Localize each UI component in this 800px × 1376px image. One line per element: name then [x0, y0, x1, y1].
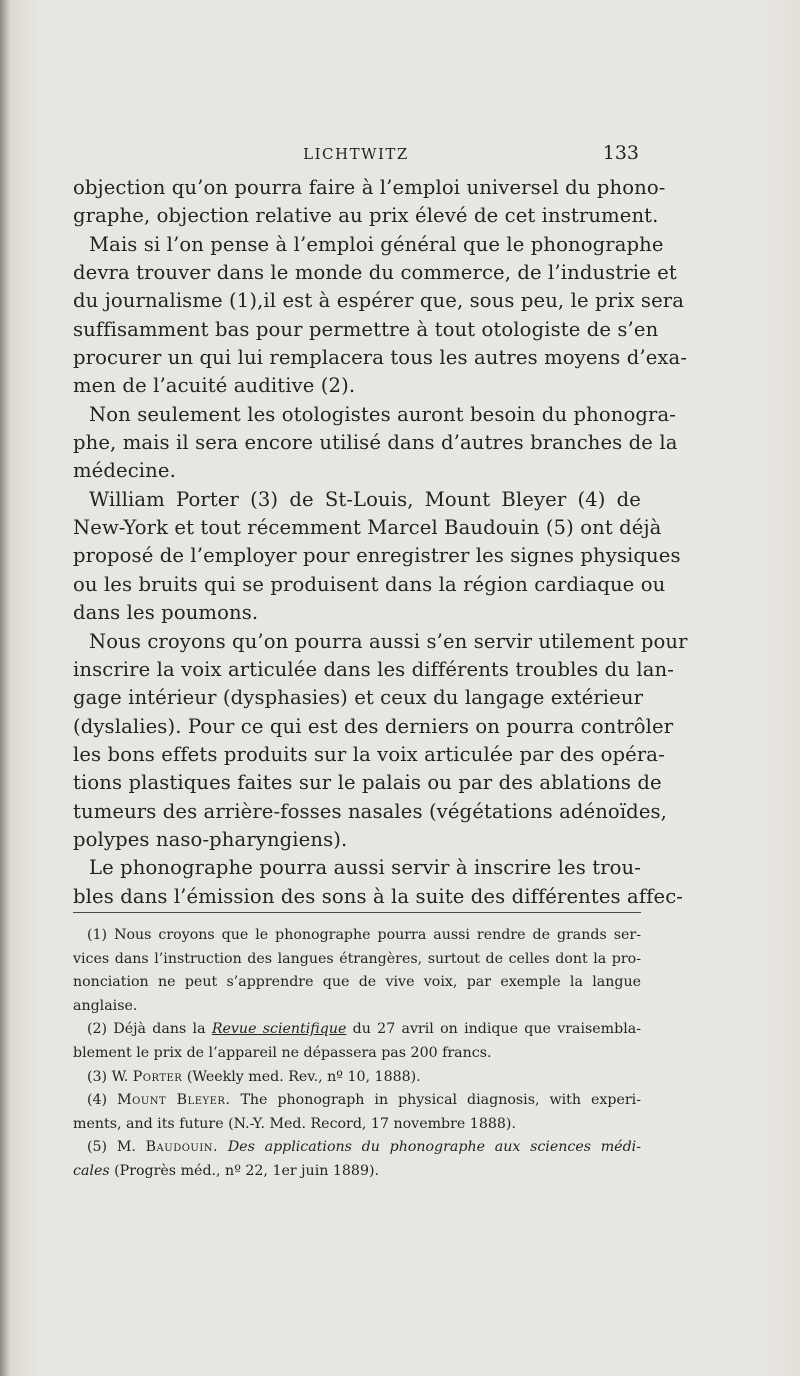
- footnote-rule: [73, 912, 641, 913]
- footnote-5: [73, 1136, 641, 1183]
- footnote-2: [73, 1018, 641, 1065]
- page-number: 133: [602, 142, 639, 164]
- footnote-line: [73, 1136, 641, 1160]
- body-line: proposé de l’employer pour enregistrer les signes physiques: [73, 544, 681, 568]
- footnote-text: (2) Déjà dans la: [87, 1021, 212, 1038]
- page-header: [73, 142, 639, 168]
- body-line: New-York et tout récemment Marcel Baudouin (5) ont déjà: [73, 516, 662, 540]
- body-line: inscrire la voix articulée dans les différents troubles du lan-: [73, 657, 674, 681]
- body-line: (dyslalies). Pour ce qui est des derniers on pourra contrôler: [73, 714, 674, 738]
- body-line: graphe, objection relative au prix élevé de cet instrument.: [73, 204, 659, 228]
- body-line: les bons effets produits sur la voix articulée par des opéra-: [73, 742, 665, 766]
- footnote-text: (4): [87, 1092, 118, 1109]
- body-line: Nous croyons qu’on pourra aussi s’en servir utilement pour: [89, 629, 688, 653]
- footnote-1: [73, 924, 641, 1018]
- footnote-line: [73, 1066, 641, 1090]
- body-line: dans les poumons.: [73, 601, 259, 625]
- body-line: gage intérieur (dysphasies) et ceux du langage extérieur: [73, 686, 644, 710]
- author-name: Baudouin.: [145, 1139, 219, 1156]
- footnote-text: du 27 avril on indique que vraisembla-: [346, 1021, 641, 1038]
- body-line: suffisamment bas pour permettre à tout otologiste de s’en: [73, 317, 659, 341]
- running-title: LICHTWITZ: [303, 145, 409, 163]
- body-line: objection qu’on pourra faire à l’emploi universel du phono-: [73, 176, 666, 199]
- footnote-line: (1) Nous croyons que le phonographe pourra aussi rendre de grands ser-: [87, 927, 641, 943]
- footnote-line: [73, 1018, 641, 1042]
- footnote-4: [73, 1089, 641, 1136]
- body-line: men de l’acuité auditive (2).: [73, 374, 356, 398]
- body-line: polypes naso-pharyngiens).: [73, 827, 348, 851]
- footnote-line: anglaise.: [73, 997, 138, 1014]
- body-line: ou les bruits qui se produisent dans la région cardiaque ou: [73, 572, 666, 596]
- footnote-3: [73, 1066, 641, 1090]
- body-line: médecine.: [73, 459, 176, 483]
- footnotes: [73, 924, 641, 1184]
- footnote-line: [73, 1160, 641, 1184]
- footnote-text: (Weekly med. Rev., nº 10, 1888).: [182, 1068, 421, 1085]
- body-line: tions plastiques faites sur le palais ou par des ablations de: [73, 771, 662, 795]
- book-spine-shadow: [0, 0, 10, 1376]
- footnote-line: vices dans l’instruction des langues étrangères, surtout de celles dont la pro-: [73, 950, 641, 967]
- body-line: bles dans l’émission des sons à la suite des différentes affec-: [73, 884, 684, 908]
- body-text: [73, 174, 688, 911]
- journal-title: Revue scientifique: [211, 1021, 347, 1038]
- work-title: cales: [73, 1162, 110, 1179]
- body-line: Le phonographe pourra aussi servir à inscrire les trou-: [89, 856, 641, 880]
- author-name: Porter: [132, 1068, 183, 1085]
- footnote-text: (5) M.: [87, 1139, 146, 1156]
- body-line: phe, mais il sera encore utilisé dans d’autres branches de la: [73, 431, 678, 455]
- footnote-line: nonciation ne peut s’apprendre que de vive voix, par exemple la langue: [73, 974, 641, 991]
- body-line: procurer un qui lui remplacera tous les autres moyens d’exa-: [73, 346, 688, 370]
- author-name: Mount Bleyer.: [117, 1092, 231, 1109]
- body-line: William Porter (3) de St-Louis, Mount Bleyer (4) de: [89, 487, 641, 511]
- body-line: tumeurs des arrière-fosses nasales (végétations adénoïdes,: [73, 799, 668, 823]
- body-line: devra trouver dans le monde du commerce, de l’industrie et: [73, 261, 677, 285]
- footnote-line: [73, 1089, 641, 1113]
- footnote-text: The phonograph in physical diagnosis, with experi-: [230, 1092, 641, 1109]
- body-line: du journalisme (1),il est à espérer que, sous peu, le prix sera: [73, 289, 685, 313]
- body-line: Non seulement les otologistes auront besoin du phonogra-: [89, 402, 676, 426]
- footnote-line: ments, and its future (N.-Y. Med. Record, 17 novembre 1888).: [73, 1115, 516, 1132]
- body-line: Mais si l’on pense à l’emploi général que le phonographe: [89, 232, 664, 256]
- footnote-line: blement le prix de l’appareil ne dépassera pas 200 francs.: [73, 1044, 492, 1061]
- footnote-text: (3) W.: [87, 1068, 133, 1085]
- work-title: Des applications du phonographe aux sciences médi-: [227, 1139, 641, 1156]
- footnote-text: (Progrès méd., nº 22, 1er juin 1889).: [109, 1162, 380, 1179]
